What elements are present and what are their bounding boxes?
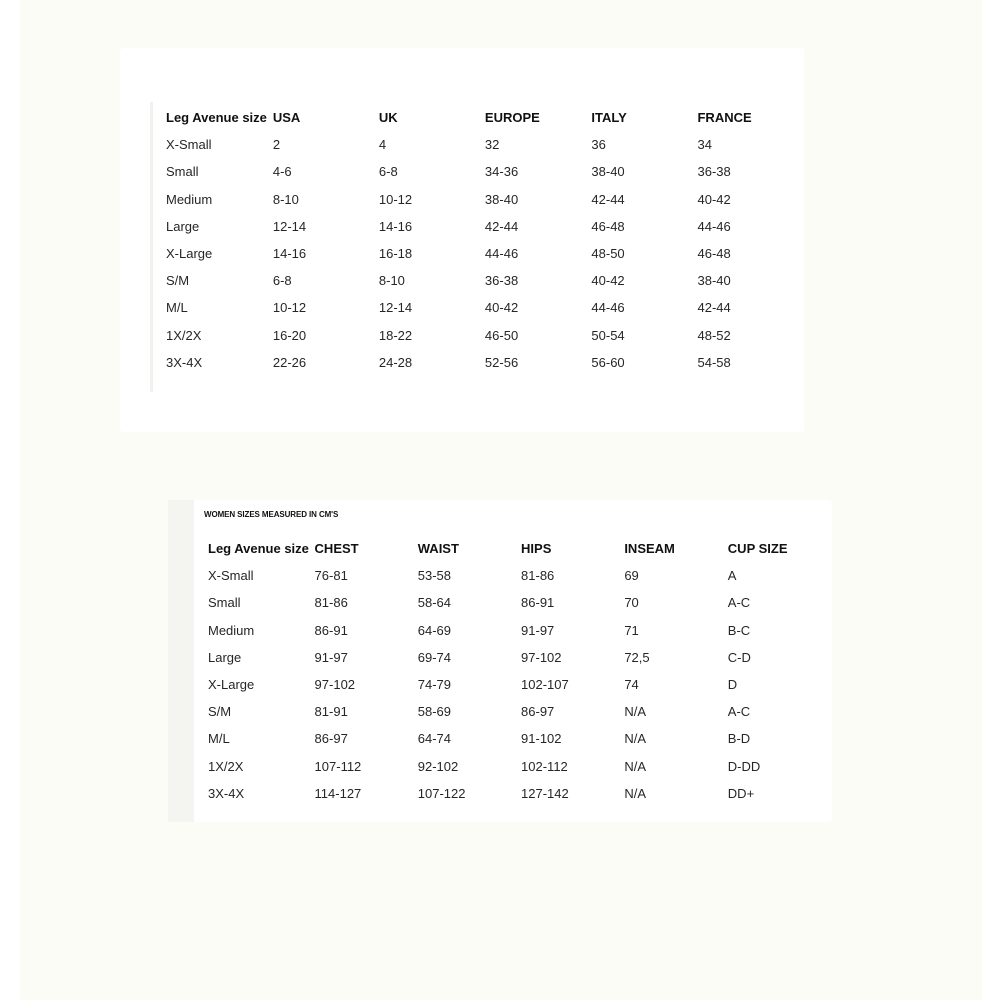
size-value-cell: 86-97 (521, 704, 555, 720)
size-value-cell: 16-20 (272, 327, 307, 343)
size-value-cell: 97-102 (314, 677, 356, 693)
size-value-cell: D (727, 677, 738, 693)
size-value-cell: 42-44 (484, 218, 519, 234)
card-edge (150, 102, 153, 392)
size-label-cell: X-Small (166, 137, 212, 153)
size-value-cell: 114-127 (314, 785, 362, 801)
women-measurements-card (168, 500, 832, 822)
size-value-cell: 70 (624, 595, 639, 611)
size-value-cell: 46-48 (697, 246, 731, 262)
size-value-cell: 107-122 (417, 785, 466, 801)
size-value-cell: B-C (727, 622, 751, 638)
size-label-cell: 3X-4X (166, 354, 203, 370)
size-value-cell: 44-46 (591, 300, 625, 316)
size-value-cell: 107-112 (314, 758, 362, 774)
size-value-cell: 91-102 (521, 731, 562, 747)
size-value-cell: 46-50 (484, 327, 519, 343)
size-value-cell: 52-56 (484, 354, 519, 370)
size-value-cell: 40-42 (697, 191, 731, 207)
size-label-cell: Medium (166, 191, 213, 207)
size-value-cell: 86-91 (521, 595, 555, 611)
table-row (166, 294, 804, 321)
table-row (166, 158, 804, 185)
size-value-cell: 102-112 (521, 758, 568, 774)
size-value-cell: 38-40 (484, 191, 519, 207)
size-label-cell: 1X/2X (166, 327, 202, 343)
size-label-cell: S/M (166, 273, 190, 289)
size-value-cell: C-D (727, 649, 751, 665)
international-size-table (166, 104, 804, 376)
size-value-cell: 40-42 (591, 273, 625, 289)
size-label-cell: M/L (208, 731, 230, 747)
size-value-cell: 34 (697, 137, 712, 153)
size-value-cell: 86-91 (314, 622, 348, 638)
size-value-cell: 44-46 (484, 246, 519, 262)
header-cell: UK (378, 110, 398, 126)
size-value-cell: 86-97 (314, 731, 348, 747)
size-value-cell: 102-107 (521, 677, 569, 693)
header-cell: CUP SIZE (727, 541, 788, 557)
table-row (208, 562, 832, 589)
international-size-card (120, 48, 804, 432)
size-value-cell: 64-69 (417, 622, 451, 638)
size-label-cell: S/M (208, 704, 232, 720)
size-value-cell: 58-69 (417, 704, 451, 720)
size-value-cell: 71 (624, 622, 639, 638)
size-value-cell: 8-10 (272, 191, 299, 207)
card-edge (168, 500, 194, 822)
size-value-cell: 4-6 (272, 164, 292, 180)
size-value-cell: 81-91 (314, 704, 348, 720)
size-value-cell: 50-54 (591, 327, 625, 343)
size-value-cell: 97-102 (521, 649, 562, 665)
size-value-cell: 10-12 (272, 300, 307, 316)
size-value-cell: 16-18 (378, 246, 413, 262)
size-label-cell: X-Small (208, 568, 254, 584)
size-label-cell: Small (208, 595, 241, 611)
size-value-cell: N/A (624, 758, 646, 774)
header-cell: HIPS (521, 541, 552, 557)
table-caption: WOMEN SIZES MEASURED IN CM'S (204, 510, 339, 519)
table-row (208, 617, 832, 644)
table-row (166, 213, 804, 240)
header-cell: FRANCE (697, 110, 752, 126)
table-header-row (208, 535, 832, 562)
table-header-row (166, 104, 804, 131)
size-label-cell: Small (166, 164, 199, 180)
women-measurements-table (208, 535, 832, 807)
size-label-cell: Medium (208, 622, 255, 638)
size-value-cell: 56-60 (591, 354, 625, 370)
size-value-cell: 46-48 (591, 218, 625, 234)
size-value-cell: 81-86 (314, 595, 348, 611)
size-value-cell: 24-28 (378, 354, 413, 370)
size-value-cell: 91-97 (521, 622, 555, 638)
size-label-cell: 1X/2X (208, 758, 244, 774)
size-value-cell: N/A (624, 704, 646, 720)
size-value-cell: DD+ (727, 785, 755, 801)
size-value-cell: 6-8 (272, 273, 292, 289)
size-value-cell: 127-142 (521, 785, 569, 801)
size-value-cell: 54-58 (697, 354, 731, 370)
table-row (166, 186, 804, 213)
size-value-cell: 12-14 (378, 300, 413, 316)
size-value-cell: 81-86 (521, 568, 555, 584)
table-row (166, 131, 804, 158)
size-value-cell: 6-8 (378, 164, 398, 180)
size-value-cell: N/A (624, 785, 646, 801)
size-value-cell: 38-40 (591, 164, 625, 180)
table-row (208, 725, 832, 752)
size-value-cell: 48-50 (591, 246, 625, 262)
size-value-cell: 42-44 (591, 191, 625, 207)
size-value-cell: A (727, 568, 737, 584)
size-label-cell: X-Large (208, 677, 255, 693)
header-cell: WAIST (417, 541, 459, 557)
size-value-cell: 18-22 (378, 327, 413, 343)
size-value-cell: 14-16 (272, 246, 307, 262)
header-cell: ITALY (591, 110, 627, 126)
size-value-cell: 64-74 (417, 731, 451, 747)
size-value-cell: 36-38 (484, 273, 519, 289)
size-value-cell: 69-74 (417, 649, 451, 665)
table-row (208, 698, 832, 725)
size-value-cell: 2 (272, 137, 281, 153)
header-cell: CHEST (314, 541, 359, 557)
size-value-cell: 42-44 (697, 300, 731, 316)
table-row (208, 644, 832, 671)
size-value-cell: B-D (727, 731, 751, 747)
size-value-cell: 74 (624, 677, 639, 693)
table-row (166, 322, 804, 349)
size-value-cell: 34-36 (484, 164, 519, 180)
size-value-cell: 12-14 (272, 218, 307, 234)
size-value-cell: 76-81 (314, 568, 348, 584)
size-value-cell: 74-79 (417, 677, 451, 693)
table-row (208, 671, 832, 698)
table-row (208, 589, 832, 616)
size-value-cell: 36 (591, 137, 606, 153)
size-value-cell: 10-12 (378, 191, 413, 207)
size-value-cell: 48-52 (697, 327, 731, 343)
table-row (208, 780, 832, 807)
size-label-cell: 3X-4X (208, 785, 245, 801)
size-value-cell: 14-16 (378, 218, 413, 234)
header-cell: USA (272, 110, 301, 126)
size-value-cell: 91-97 (314, 649, 348, 665)
size-value-cell: N/A (624, 731, 646, 747)
size-value-cell: 58-64 (417, 595, 451, 611)
size-label-cell: Large (166, 218, 200, 234)
size-value-cell: 32 (484, 137, 500, 153)
size-value-cell: 69 (624, 568, 639, 584)
header-cell: EUROPE (484, 110, 540, 126)
size-label-cell: Large (208, 649, 242, 665)
table-row (166, 240, 804, 267)
table-row (166, 349, 804, 376)
size-value-cell: 92-102 (417, 758, 459, 774)
size-value-cell: 44-46 (697, 218, 731, 234)
size-value-cell: A-C (727, 595, 751, 611)
size-value-cell: 53-58 (417, 568, 451, 584)
header-cell: Leg Avenue size (208, 541, 309, 557)
header-cell: Leg Avenue size (166, 110, 267, 126)
size-value-cell: 8-10 (378, 273, 405, 289)
size-value-cell: 22-26 (272, 354, 307, 370)
size-value-cell: D-DD (727, 758, 761, 774)
size-label-cell: M/L (166, 300, 188, 316)
size-value-cell: A-C (727, 704, 751, 720)
table-row (208, 753, 832, 780)
size-label-cell: X-Large (166, 246, 213, 262)
size-value-cell: 72,5 (624, 649, 650, 665)
size-value-cell: 36-38 (697, 164, 731, 180)
size-value-cell: 38-40 (697, 273, 731, 289)
size-value-cell: 40-42 (484, 300, 519, 316)
size-value-cell: 4 (378, 137, 387, 153)
header-cell: INSEAM (624, 541, 675, 557)
table-row (166, 267, 804, 294)
